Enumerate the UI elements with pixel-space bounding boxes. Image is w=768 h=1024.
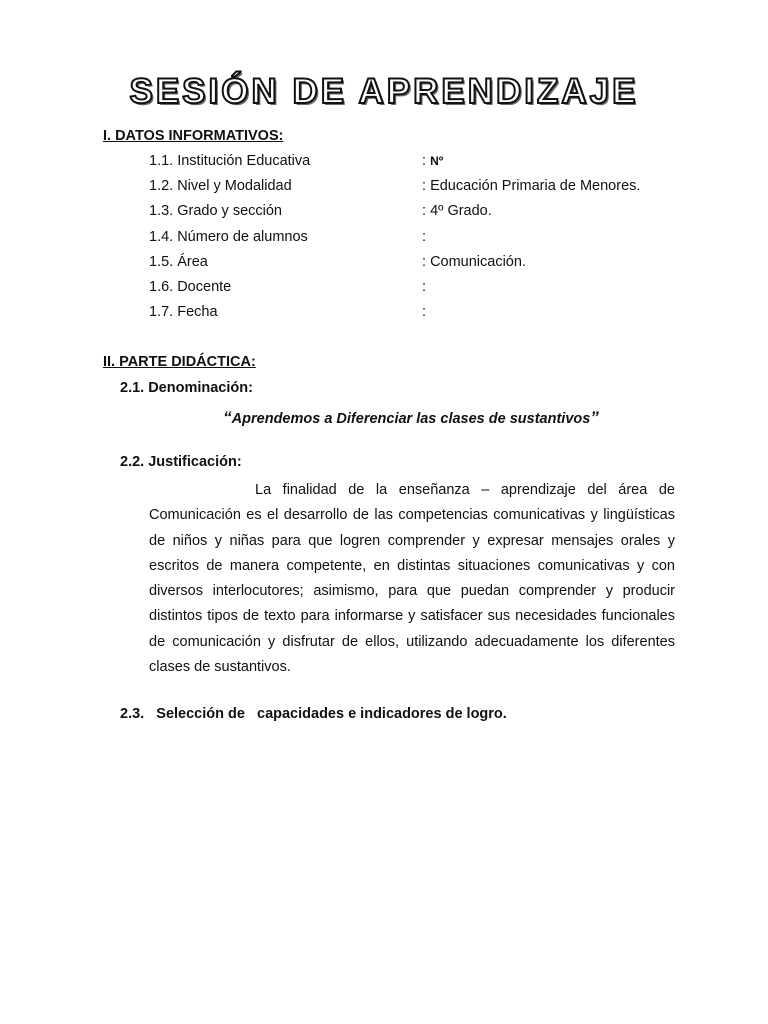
session-name-quote [0,408,768,428]
info-value: : [422,229,427,245]
subheading-denominacion: 2.1. Denominación: [120,380,253,396]
info-value: : Comunicación. [422,254,526,270]
info-row-grado [149,203,709,223]
info-value: : [422,304,427,320]
subheading-justificacion: 2.2. Justificación: [120,454,242,470]
info-value-text: Educación Primaria de Menores. [430,178,641,194]
info-value: : 4º Grado. [422,203,492,219]
justification-paragraph: La finalidad de la enseñanza – aprendizaje del área de Comunicación es el desarrollo de las competencias comunicativas y lingüísticas de niños y niñas para que logren comprender y expresar mensajes orales y escritos de manera competente, en distintas situaciones comunicativas y con diversos interlocutores; asimismo, para que puedan comprender y producir distintos tipos de texto para informarse y satisfacer sus necesidades funcionales de comunicación y disfrutar de ellos, utilizando adecuadamente los diferentes clases de sustantivos. [149,482,675,676]
info-row-fecha [149,304,709,324]
info-value: : Educación Primaria de Menores. [422,178,641,194]
session-name: Aprendemos a Diferenciar las clases de sustantivos [231,411,591,427]
info-value-text: Nº [430,154,444,168]
section-heading-datos: I. DATOS INFORMATIVOS: [103,128,284,144]
info-label: 1.7. Fecha [149,304,218,320]
info-label: 1.5. Área [149,254,208,270]
info-label: 1.6. Docente [149,279,232,295]
open-quote: “ [223,408,232,427]
info-row-area [149,254,709,274]
subheading-seleccion: 2.3. Selección de capacidades e indicadores de logro. [120,706,507,722]
info-label: 1.4. Número de alumnos [149,229,308,245]
info-row-alumnos [149,229,709,249]
info-row-nivel [149,178,709,198]
info-row-docente [149,279,709,299]
info-value-text: Comunicación. [430,254,526,270]
info-value: : [422,279,427,295]
info-row-institucion [149,153,709,173]
info-label: 1.1. Institución Educativa [149,153,311,169]
info-value-text: 4º Grado. [430,203,492,219]
document-title: SESIÓN DE APRENDIZAJE [129,72,639,111]
info-label: 1.3. Grado y sección [149,203,282,219]
info-label: 1.2. Nivel y Modalidad [149,178,292,194]
close-quote: ” [590,408,599,427]
section-heading-parte: II. PARTE DIDÁCTICA: [103,354,256,370]
info-value: : Nº [422,153,444,169]
